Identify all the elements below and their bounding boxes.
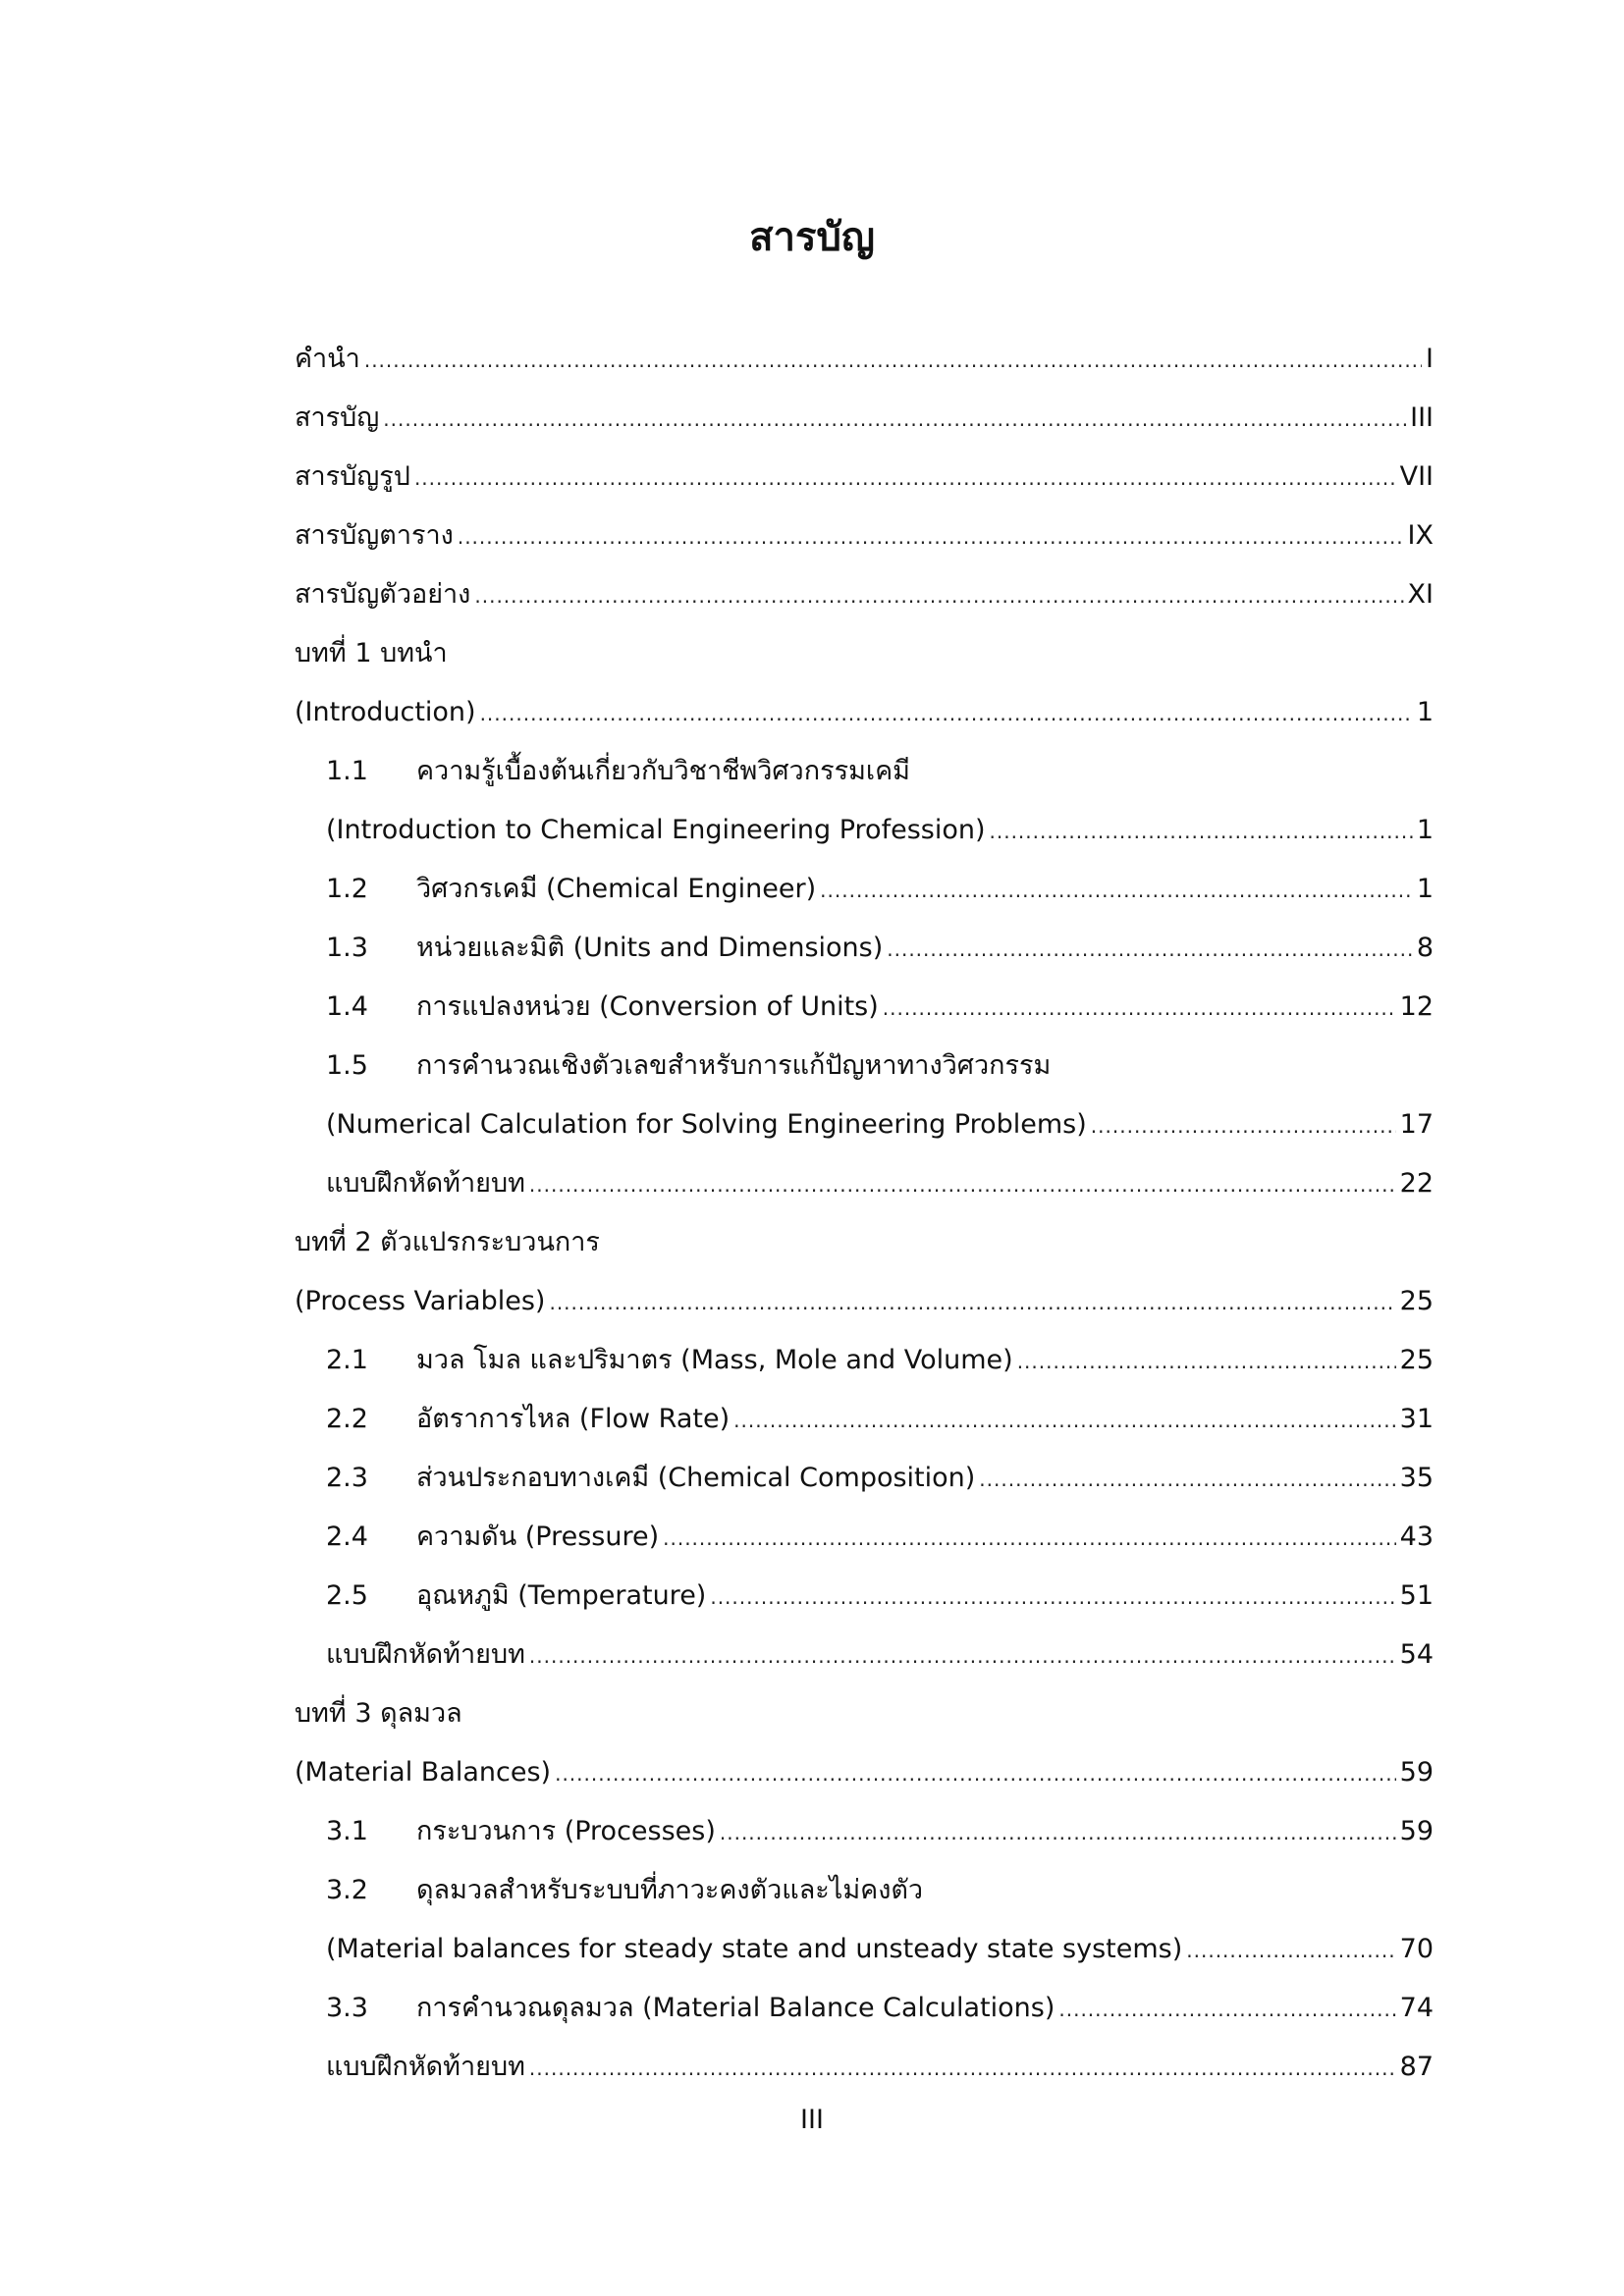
toc-entry-page: 1 — [1416, 815, 1434, 845]
dot-leader — [480, 684, 1413, 743]
toc-entry-label: การคำนวณเชิงตัวเลขสำหรับการแก้ปัญหาทางวิศวกรรม — [416, 1050, 1052, 1081]
toc-entry-page: XI — [1407, 579, 1434, 610]
dot-leader — [458, 507, 1404, 566]
toc-entry-page: 1 — [1416, 697, 1434, 727]
toc-entry — [295, 1567, 1434, 1626]
toc-entry-page: 1 — [1416, 874, 1434, 904]
toc-entry — [295, 565, 1434, 624]
page-title: สารบัญ — [749, 215, 875, 260]
toc-entry — [295, 1390, 1434, 1449]
toc-entry-page: I — [1426, 344, 1434, 374]
dot-leader — [414, 449, 1396, 507]
dot-leader — [474, 566, 1403, 625]
toc-entry-label: สารบัญ — [295, 402, 380, 433]
dot-leader — [529, 1627, 1396, 1685]
toc-entry — [295, 860, 1434, 919]
toc-section-heading — [295, 1861, 1434, 1920]
toc-entry-page: 35 — [1399, 1463, 1434, 1493]
dot-leader — [710, 1568, 1395, 1627]
toc-chapter-heading — [295, 1684, 1434, 1743]
toc-entry-label: สารบัญรูป — [295, 461, 410, 492]
toc-entry-page: 87 — [1399, 2052, 1434, 2082]
dot-leader — [555, 1744, 1396, 1803]
dot-leader — [979, 1450, 1395, 1509]
toc-entry-label: สารบัญตาราง — [295, 520, 454, 551]
toc-entry — [295, 919, 1434, 978]
toc-entry — [295, 389, 1434, 448]
toc-entry — [295, 1095, 1434, 1154]
toc-entry-label: การแปลงหน่วย (Conversion of Units) — [416, 991, 879, 1022]
toc-entry-label: บทที่ 3 ดุลมวล — [295, 1698, 462, 1729]
toc-section-number: 3.1 — [326, 1816, 368, 1846]
toc-entry-label: อุณหภูมิ (Temperature) — [416, 1580, 707, 1611]
toc-entry — [295, 978, 1434, 1037]
toc-section-number: 2.2 — [326, 1404, 368, 1434]
dot-leader — [383, 390, 1406, 449]
toc-entry-label: มวล โมล และปริมาตร (Mass, Mole and Volume) — [416, 1345, 1013, 1375]
toc-entry-label: (Process Variables) — [295, 1286, 546, 1316]
page-number: III — [800, 2105, 824, 2135]
dot-leader — [529, 2039, 1396, 2098]
toc-entry-label: อัตราการไหล (Flow Rate) — [416, 1404, 731, 1434]
toc-entry — [295, 1626, 1434, 1684]
toc-entry-label: (Material Balances) — [295, 1757, 552, 1788]
toc-entry — [295, 1920, 1434, 1979]
dot-leader — [820, 861, 1413, 920]
toc-entry-label: ความรู้เบื้องต้นเกี่ยวกับวิชาชีพวิศวกรรมเคมี — [416, 756, 910, 786]
toc-entry-label: แบบฝึกหัดท้ายบท — [326, 2052, 525, 2082]
toc-section-number: 1.2 — [326, 874, 368, 904]
toc-entry-label: (Material balances for steady state and unsteady state systems) — [326, 1934, 1183, 1964]
dot-leader — [887, 920, 1413, 979]
toc-chapter-heading — [295, 1213, 1434, 1272]
toc-entry-page: 59 — [1399, 1816, 1434, 1846]
dot-leader — [529, 1155, 1396, 1214]
toc-entry-page: 54 — [1399, 1639, 1434, 1670]
dot-leader — [364, 331, 1422, 390]
toc-entry — [295, 507, 1434, 565]
toc-chapter-heading — [295, 624, 1434, 683]
toc-section-number: 2.1 — [326, 1345, 368, 1375]
toc-entry — [295, 2038, 1434, 2097]
toc-entry-page: 22 — [1399, 1168, 1434, 1199]
toc-entry — [295, 1331, 1434, 1390]
table-of-contents — [295, 330, 1434, 2097]
toc-section-number: 2.5 — [326, 1580, 368, 1611]
toc-entry-label: กระบวนการ (Processes) — [416, 1816, 716, 1846]
toc-section-number: 2.3 — [326, 1463, 368, 1493]
toc-entry-page: 12 — [1399, 991, 1434, 1022]
toc-entry — [295, 683, 1434, 742]
toc-entry — [295, 330, 1434, 389]
toc-entry-page: 8 — [1416, 933, 1434, 963]
toc-entry-page: VII — [1399, 461, 1434, 492]
dot-leader — [990, 802, 1413, 861]
dot-leader — [1186, 1921, 1395, 1980]
toc-section-number: 2.4 — [326, 1522, 368, 1552]
toc-entry — [295, 1802, 1434, 1861]
toc-entry-page: 51 — [1399, 1580, 1434, 1611]
toc-entry-page: 70 — [1399, 1934, 1434, 1964]
toc-entry-label: (Introduction to Chemical Engineering Profession) — [326, 815, 986, 845]
toc-entry-label: การคำนวณดุลมวล (Material Balance Calculations) — [416, 1993, 1056, 2023]
dot-leader — [663, 1509, 1396, 1568]
toc-entry-label: ความดัน (Pressure) — [416, 1522, 660, 1552]
toc-entry-label: ดุลมวลสำหรับระบบที่ภาวะคงตัวและไม่คงตัว — [416, 1875, 924, 1905]
toc-section-number: 3.2 — [326, 1875, 368, 1905]
toc-entry-label: บทที่ 1 บทนำ — [295, 638, 448, 668]
toc-entry-page: 59 — [1399, 1757, 1434, 1788]
toc-entry-page: 74 — [1399, 1993, 1434, 2023]
toc-entry-page: III — [1410, 402, 1434, 433]
toc-entry — [295, 1743, 1434, 1802]
dot-leader — [1058, 1980, 1395, 2039]
toc-entry-label: บทที่ 2 ตัวแปรกระบวนการ — [295, 1227, 600, 1257]
dot-leader — [883, 979, 1396, 1038]
toc-entry — [295, 448, 1434, 507]
toc-entry-label: (Numerical Calculation for Solving Engineering Problems) — [326, 1109, 1087, 1140]
toc-entry-page: IX — [1407, 520, 1434, 551]
dot-leader — [720, 1803, 1396, 1862]
toc-section-number: 1.1 — [326, 756, 368, 786]
dot-leader — [1017, 1332, 1396, 1391]
toc-entry-label: หน่วยและมิติ (Units and Dimensions) — [416, 933, 884, 963]
toc-entry-label: แบบฝึกหัดท้ายบท — [326, 1639, 525, 1670]
toc-entry-label: (Introduction) — [295, 697, 476, 727]
toc-entry-label: คำนำ — [295, 344, 360, 374]
dot-leader — [733, 1391, 1396, 1450]
toc-entry-page: 25 — [1399, 1345, 1434, 1375]
toc-entry-label: แบบฝึกหัดท้ายบท — [326, 1168, 525, 1199]
toc-entry-page: 17 — [1399, 1109, 1434, 1140]
dot-leader — [1091, 1096, 1396, 1155]
toc-entry-label: วิศวกรเคมี (Chemical Engineer) — [416, 874, 817, 904]
toc-entry-label: ส่วนประกอบทางเคมี (Chemical Composition) — [416, 1463, 976, 1493]
dot-leader — [549, 1273, 1395, 1332]
toc-entry — [295, 1449, 1434, 1508]
toc-entry — [295, 1979, 1434, 2038]
toc-section-number: 1.3 — [326, 933, 368, 963]
toc-entry — [295, 1508, 1434, 1567]
toc-entry-page: 31 — [1399, 1404, 1434, 1434]
toc-entry — [295, 1272, 1434, 1331]
toc-section-number: 1.5 — [326, 1050, 368, 1081]
toc-section-number: 3.3 — [326, 1993, 368, 2023]
toc-section-number: 1.4 — [326, 991, 368, 1022]
toc-entry — [295, 1154, 1434, 1213]
toc-entry-page: 43 — [1399, 1522, 1434, 1552]
toc-entry — [295, 801, 1434, 860]
toc-entry-page: 25 — [1399, 1286, 1434, 1316]
toc-section-heading — [295, 742, 1434, 801]
toc-section-heading — [295, 1037, 1434, 1095]
toc-entry-label: สารบัญตัวอย่าง — [295, 579, 471, 610]
